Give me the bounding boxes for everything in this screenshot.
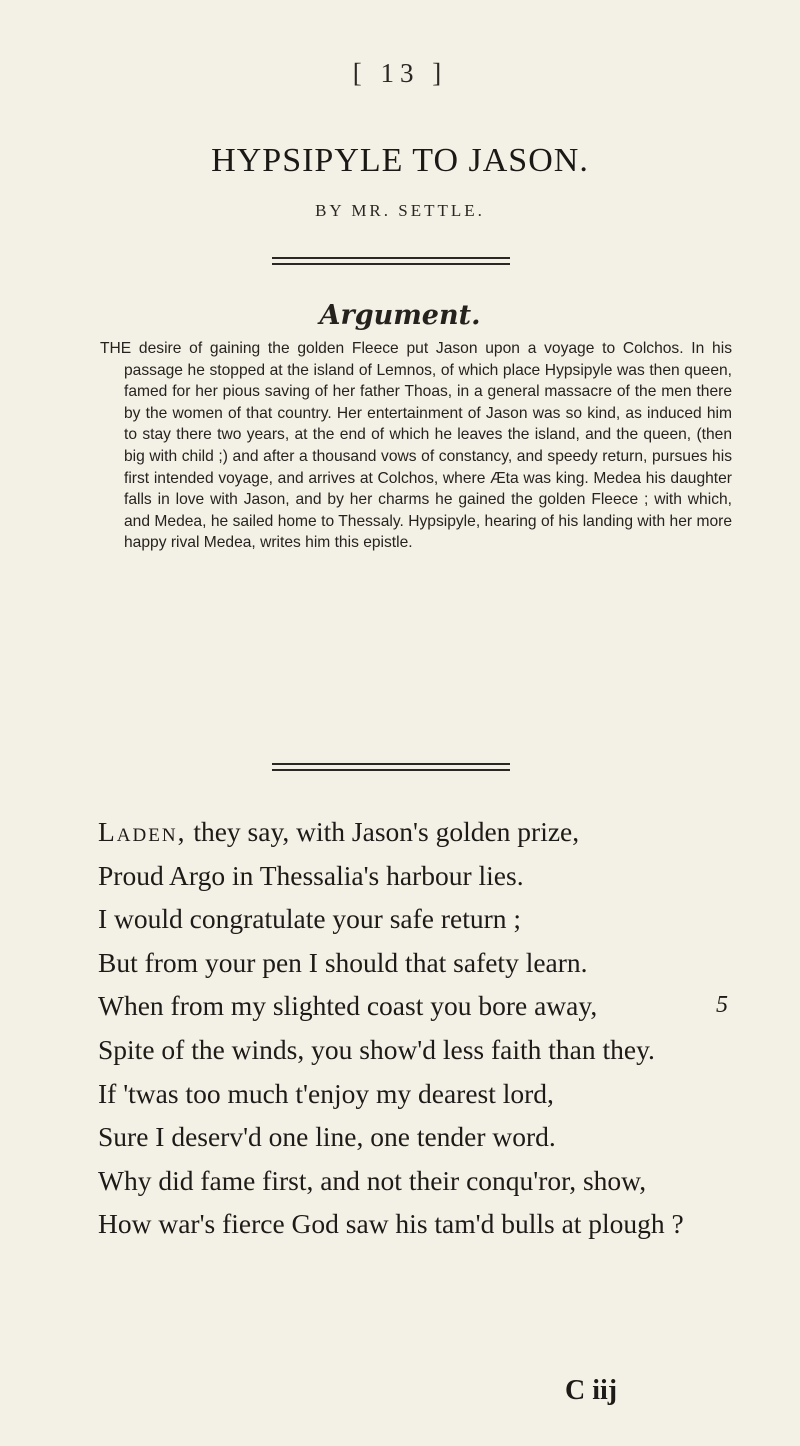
poem-line-1 [98, 810, 728, 854]
argument-heading: Argument. [319, 300, 481, 331]
poem-body [98, 810, 728, 1246]
page-number: [ 13 ] [352, 58, 448, 88]
argument-rule-top [272, 763, 510, 765]
argument-paragraph: THE desire of gaining the golden Fleece put Jason upon a voyage to Colchos. In his passage he stopped at the island of Lemnos, of which place Hypsipyle was then queen, famed for her pious saving of her father Thoas, in a general massacre of the men there by the women of that country. Her entertainment of Jason was so kind, as induced him to stay there two years, at the end of which he leaves the island, and the queen, (then big with child ;) and after a thousand vows of constancy, and speedy return, pursues his first intended voyage, and arrives at Colchos, where Æta was king. Medea his daughter falls in love with Jason, and by her charms he gained the golden Fleece ; with which, and Medea, he sailed home to Thessaly. Hypsipyle, hearing of his landing with her more happy rival Medea, writes him this epistle. [100, 340, 732, 552]
author-byline: BY MR. SETTLE. [315, 201, 485, 220]
line-number: 5 [716, 992, 728, 1019]
first-line-rest: they say, with Jason's golden prize, [186, 816, 580, 847]
poem-line: If 'twas too much t'enjoy my dearest lord, [98, 1077, 554, 1109]
poem-line: But from your pen I should that safety learn. [98, 946, 588, 978]
poem-line: How war's fierce God saw his tam'd bulls at plough ? [98, 1208, 684, 1240]
poem-title: HYPSIPYLE TO JASON. [211, 142, 589, 179]
poem-line: Why did fame first, and not their conqu'ror, show, [98, 1164, 647, 1196]
poem-line: Spite of the winds, you show'd less faith than they. [98, 1033, 655, 1065]
argument-rule-bottom [272, 769, 510, 771]
signature-mark: C iij [565, 1375, 618, 1406]
poem-line: Sure I deserv'd one line, one tender word. [98, 1121, 556, 1153]
poem-line: I would congratulate your safe return ; [98, 903, 522, 935]
poem-line-text: When from my slighted coast you bore away, [98, 990, 598, 1022]
title-rule-bottom [272, 263, 510, 265]
first-word: Laden, [98, 816, 187, 847]
title-rule-top [272, 257, 510, 259]
poem-line-5 [98, 984, 728, 1028]
poem-line: Proud Argo in Thessalia's harbour lies. [98, 859, 524, 891]
